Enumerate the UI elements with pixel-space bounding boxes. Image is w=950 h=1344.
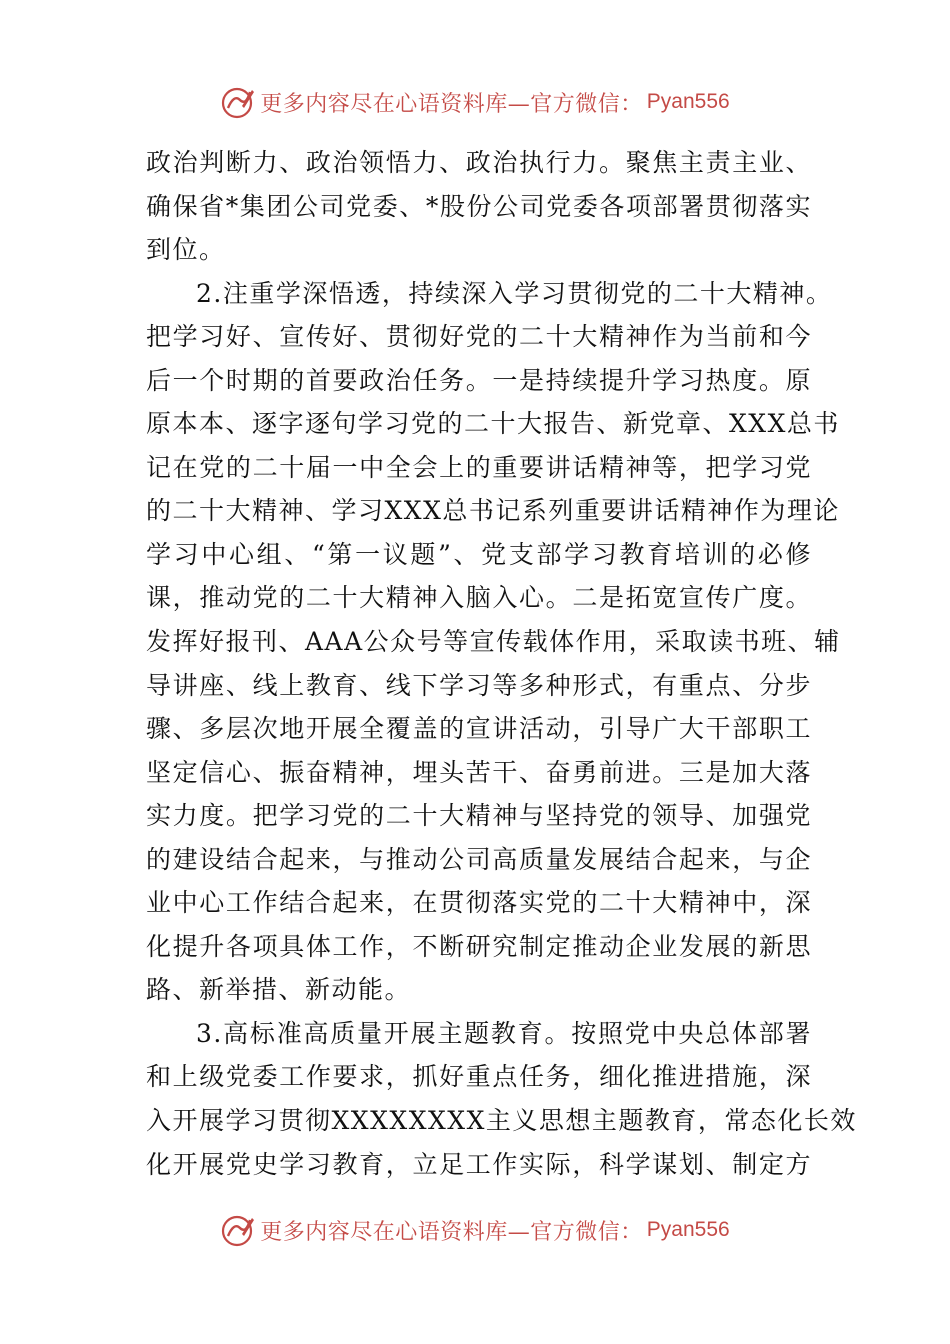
- text-line: 发挥好报刊、AAA公众号等宣传载体作用，采取读书班、辅: [146, 627, 841, 657]
- text-line: 实力度。把学习党的二十大精神与坚持党的领导、加强党: [146, 801, 812, 831]
- text-line: 确保省*集团公司党委、*股份公司党委各项部署贯彻落实: [146, 191, 812, 221]
- text-line: 到位。: [146, 235, 226, 265]
- text-line: 的建设结合起来，与推动公司高质量发展结合起来，与企: [146, 844, 812, 874]
- text-line: 坚定信心、振奋精神，埋头苦干、奋勇前进。三是加大落: [146, 757, 812, 787]
- text-line: 原本本、逐字逐句学习党的二十大报告、新党章、XXX总书: [146, 409, 840, 439]
- text-line: 记在党的二十届一中全会上的重要讲话精神等，把学习党: [146, 452, 812, 482]
- pen-signature-icon: [220, 84, 256, 120]
- banner-text: 更多内容尽在心语资料库—官方微信：: [260, 91, 643, 117]
- paragraph-heading-3: 3.高标准高质量开展主题教育。按照党中央总体部署: [196, 1018, 812, 1048]
- header-banner: [0, 82, 950, 122]
- document-body: [146, 141, 857, 1186]
- text-line: 入开展学习贯彻XXXXXXXX主义思想主题教育，常态化长效: [146, 1106, 857, 1136]
- paragraph-heading-2: 2.注重学深悟透，持续深入学习贯彻党的二十大精神。: [196, 278, 833, 308]
- text-line: 化开展党史学习教育，立足工作实际，科学谋划、制定方: [146, 1149, 812, 1179]
- text-line: 的二十大精神、学习XXX总书记系列重要讲话精神作为理论: [146, 496, 840, 526]
- text-line: 后一个时期的首要政治任务。一是持续提升学习热度。原: [146, 365, 812, 395]
- wechat-id: Pyan556: [646, 1218, 730, 1241]
- text-line: 骤、多层次地开展全覆盖的宣讲活动，引导广大干部职工: [146, 714, 812, 744]
- text-line: 导讲座、线上教育、线下学习等多种形式，有重点、分步: [146, 670, 812, 700]
- text-line: 政治判断力、政治领悟力、政治执行力。聚焦主责主业、: [146, 148, 812, 177]
- text-line: 课，推动党的二十大精神入脑入心。二是拓宽宣传广度。: [146, 583, 812, 613]
- text-line: 和上级党委工作要求，抓好重点任务，细化推进措施，深: [146, 1062, 812, 1092]
- wechat-id: Pyan556: [646, 90, 730, 113]
- pen-signature-icon: [220, 1212, 256, 1248]
- text-line: 业中心工作结合起来，在贯彻落实党的二十大精神中，深: [146, 888, 812, 918]
- text-line: 路、新举措、新动能。: [146, 975, 412, 1005]
- text-line: 把学习好、宣传好、贯彻好党的二十大精神作为当前和今: [146, 322, 812, 352]
- text-line: 学习中心组、“第一议题”、党支部学习教育培训的必修: [146, 539, 812, 569]
- text-line: 化提升各项具体工作，不断研究制定推动企业发展的新思: [146, 931, 812, 961]
- banner-text: 更多内容尽在心语资料库—官方微信：: [260, 1219, 643, 1245]
- footer-banner: [0, 1210, 950, 1250]
